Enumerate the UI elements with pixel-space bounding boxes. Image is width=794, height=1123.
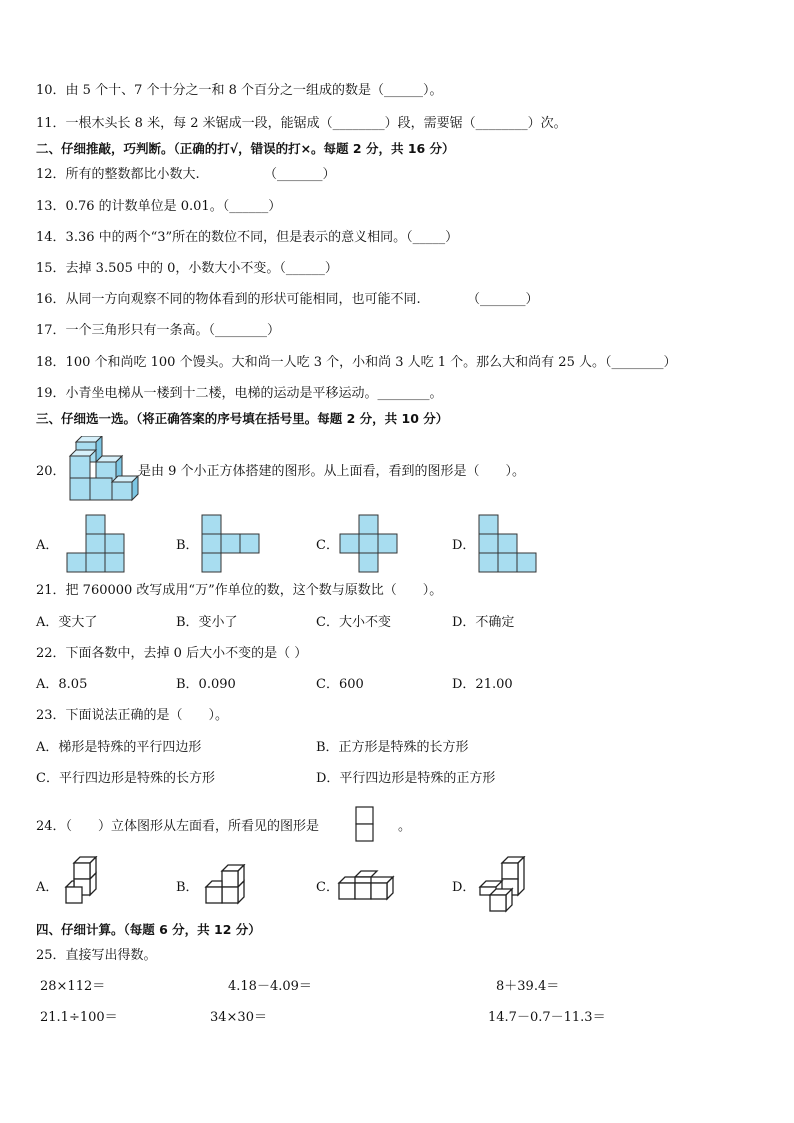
question-14: 14．3.36 中的两个“3”所在的数位不同，但是表示的意义相同。（_____）: [36, 230, 459, 245]
calc-6: 14.7－0.7－11.3＝: [488, 1010, 606, 1025]
question-16-text: 16．从同一方向观察不同的物体看到的形状可能相同，也可能不同.: [36, 292, 421, 307]
calc-2: 4.18－4.09＝: [228, 979, 312, 994]
q21-option-c[interactable]: C．大小不变: [316, 615, 391, 630]
q23-option-b[interactable]: B．正方形是特殊的长方形: [316, 740, 469, 755]
q21-option-a[interactable]: A．变大了: [36, 615, 98, 630]
question-12: [36, 166, 335, 184]
q21-option-b[interactable]: B．变小了: [176, 615, 238, 630]
calc-5: 34×30＝: [210, 1010, 267, 1025]
q24-option-a-label[interactable]: A．: [36, 880, 59, 895]
q21-option-d[interactable]: D．不确定: [452, 615, 515, 630]
q20-option-a-label[interactable]: A．: [36, 538, 59, 553]
section-2-heading: 二、仔细推敲，巧判断。（正确的打√，错误的打×。每题 2 分，共 16 分）: [36, 141, 455, 156]
q24-option-d-label[interactable]: D．: [452, 880, 476, 895]
question-24-end: 。: [398, 819, 412, 834]
q24-option-a-figure[interactable]: [62, 856, 106, 908]
question-15: 15．去掉 3.505 中的 0，小数大小不变。（______）: [36, 261, 338, 276]
question-20-number: 20．: [36, 464, 66, 479]
q24-option-c-figure[interactable]: [337, 868, 399, 902]
calc-4: 21.1÷100＝: [40, 1010, 118, 1025]
calc-3: 8＋39.4＝: [496, 979, 560, 994]
question-22: 22．下面各数中，去掉 0 后大小不变的是（ ）: [36, 646, 308, 661]
question-18: 18．100 个和尚吃 100 个馒头。大和尚一人吃 3 个，小和尚 3 人吃 1 个。那么大和尚有 25 人。（________）: [36, 355, 677, 370]
question-19: 19．小青坐电梯从一楼到十二楼，电梯的运动是平移运动。________。: [36, 386, 443, 401]
section-3-heading: 三、仔细选一选。（将正确答案的序号填在括号里。每题 2 分，共 10 分）: [36, 411, 449, 426]
q23-option-d[interactable]: D．平行四边形是特殊的正方形: [316, 771, 496, 786]
q22-option-c[interactable]: C．600: [316, 677, 364, 692]
q20-option-a-figure[interactable]: [66, 514, 128, 576]
q23-option-a[interactable]: A．梯形是特殊的平行四边形: [36, 740, 202, 755]
question-12-blank[interactable]: （_______）: [263, 167, 336, 182]
question-13: 13．0.76 的计数单位是 0.01。（______）: [36, 199, 282, 214]
question-25: 25．直接写出得数。: [36, 948, 157, 963]
q24-option-c-label[interactable]: C．: [316, 880, 339, 895]
q24-left-view-figure: [354, 806, 376, 844]
q24-option-b-figure[interactable]: [200, 864, 250, 910]
q20-option-c-figure[interactable]: [339, 514, 401, 576]
question-11: 11．一根木头长 8 米，每 2 米锯成一段，能锯成（________）段，需要锯（________）次。: [36, 116, 567, 131]
q20-option-c-label[interactable]: C．: [316, 538, 339, 553]
question-12-text: 12．所有的整数都比小数大.: [36, 167, 200, 182]
question-21: 21．把 760000 改写成用“万”作单位的数，这个数与原数比（ ）。: [36, 583, 443, 598]
question-10: 10．由 5 个十、7 个十分之一和 8 个百分之一组成的数是（______）。: [36, 83, 443, 98]
question-23: 23．下面说法正确的是（ ）。: [36, 708, 229, 723]
section-4-heading: 四、仔细计算。（每题 6 分，共 12 分）: [36, 922, 261, 937]
q23-option-c[interactable]: C．平行四边形是特殊的长方形: [36, 771, 215, 786]
question-16-blank[interactable]: （_______）: [466, 292, 539, 307]
q20-option-b-label[interactable]: B．: [176, 538, 199, 553]
calc-1: 28×112＝: [40, 979, 106, 994]
question-17: 17．一个三角形只有一条高。（________）: [36, 323, 281, 338]
question-20-text: 是由 9 个小正方体搭建的图形。从上面看，看到的图形是（ ）。: [138, 464, 526, 479]
question-20-cube-figure: [68, 436, 140, 504]
q22-option-b[interactable]: B．0.090: [176, 677, 236, 692]
q20-option-b-figure[interactable]: [201, 514, 263, 576]
q20-option-d-label[interactable]: D．: [452, 538, 476, 553]
q22-option-d[interactable]: D．21.00: [452, 677, 513, 692]
q20-option-d-figure[interactable]: [478, 514, 540, 576]
q24-option-b-label[interactable]: B．: [176, 880, 199, 895]
q24-option-d-figure[interactable]: [476, 856, 530, 916]
question-24-text: 24．（ ）立体图形从左面看，所看见的图形是: [36, 819, 320, 834]
question-16: [36, 291, 538, 309]
q22-option-a[interactable]: A．8.05: [36, 677, 88, 692]
